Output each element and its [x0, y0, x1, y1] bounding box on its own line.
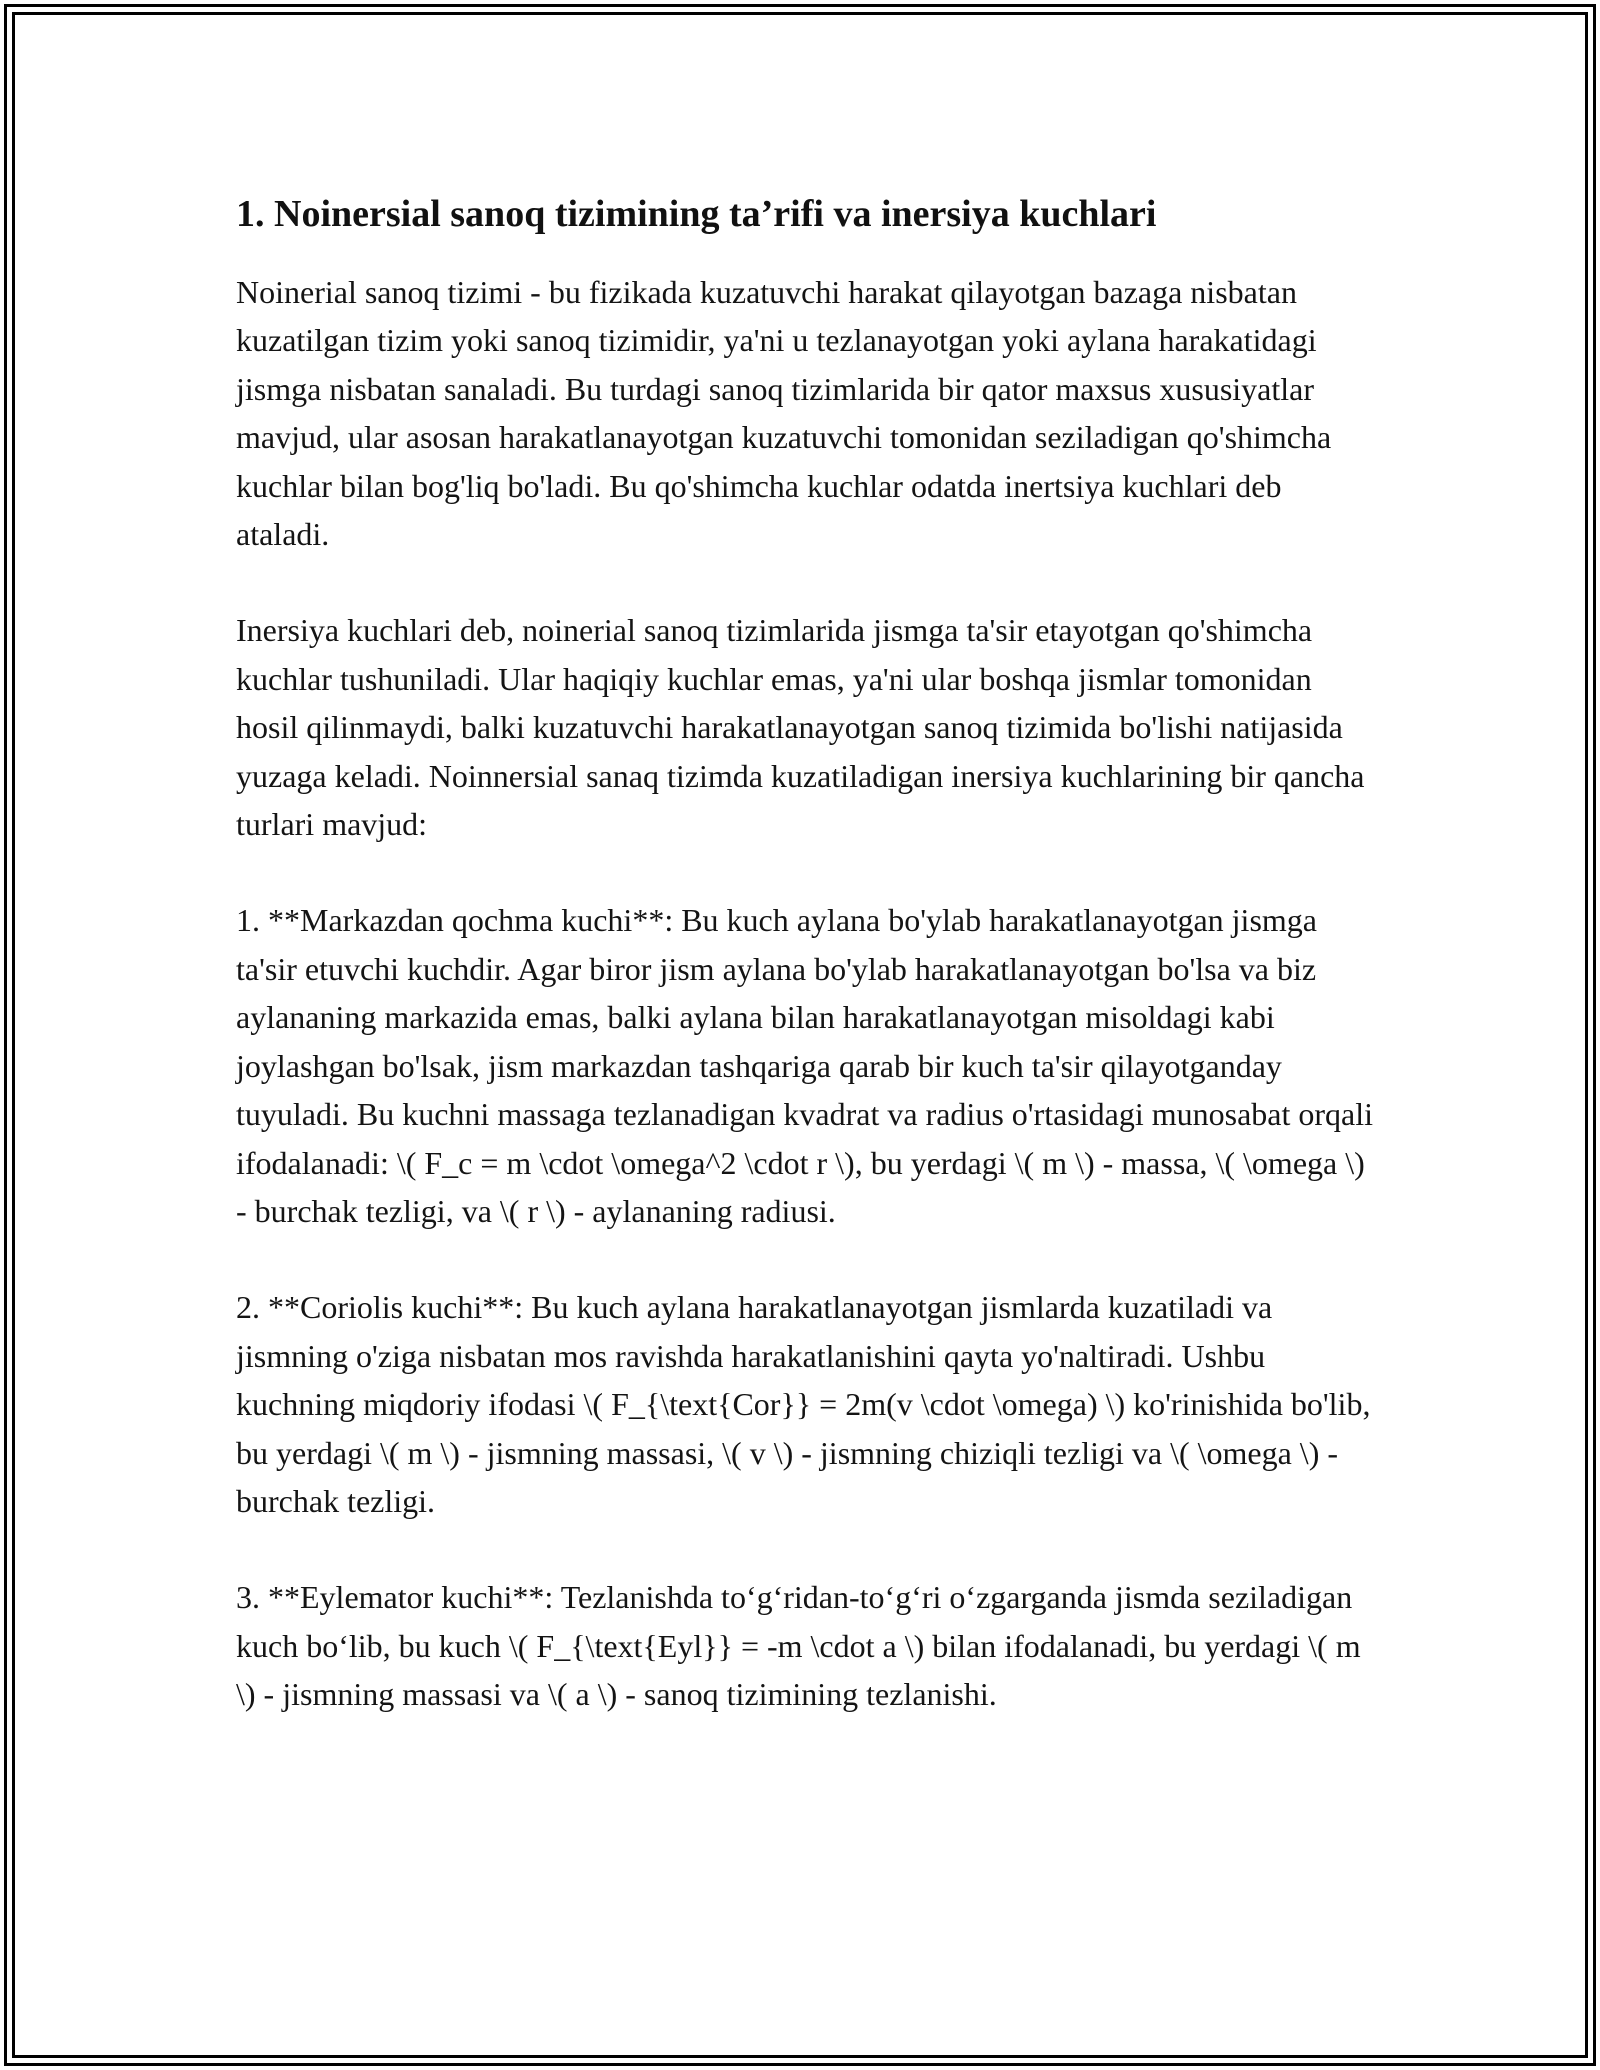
document-body — [236, 186, 1376, 1767]
paragraph-definition: Noinerial sanoq tizimi - bu fizikada kuzatuvchi harakat qilayotgan bazaga nisbatan kuzatilgan tizim yoki sanoq tizimidir, ya'ni u tezlanayotgan yoki aylana harakatidagi jismga nisbatan sanaladi. Bu turdagi sanoq tizimlarida bir qator maxsus xususiyatlar mavjud, ular asosan harakatlanayotgan kuzatuvchi tomonidan seziladigan qo'shimcha kuchlar bilan bog'liq bo'ladi. Bu qo'shimcha kuchlar odatda inertsiya kuchlari deb ataladi. — [236, 274, 1332, 553]
paragraph-coriolis-force: 2. **Coriolis kuchi**: Bu kuch aylana harakatlanayotgan jismlarda kuzatiladi va jismning o'ziga nisbatan mos ravishda harakatlanishini qayta yo'naltiradi. Ushbu kuchning miqdoriy ifodasi \( F_{\text{Cor}} = 2m(v \cdot \omega) \) ko'rinishida bo'lib, bu yerdagi \( m \) - jismning massasi, \( v \) - jismning chiziqli tezligi va \( \omega \) - burchak tezligi. — [236, 1289, 1371, 1519]
paragraph-centrifugal-force: 1. **Markazdan qochma kuchi**: Bu kuch aylana bo'ylab harakatlanayotgan jismga ta'sir etuvchi kuchdir. Agar biror jism aylana bo'ylab harakatlanayotgan bo'lsa va biz aylananing markazida emas, balki aylana bilan harakatlanayotgan misoldagi kabi joylashgan bo'lsak, jism markazdan tashqariga qarab bir kuch ta'sir qilayotganday tuyuladi. Bu kuchni massaga tezlanadigan kvadrat va radius o'rtasidagi munosabat orqali ifodalanadi: \( F_c = m \cdot \omega^2 \cdot r \), bu yerdagi \( m \) - massa, \( \omega \) - burchak tezligi, va \( r \) - aylananing radiusi. — [236, 902, 1373, 1229]
paragraph-eylemator-force: 3. **Eylemator kuchi**: Tezlanishda to‘g‘ridan-to‘g‘ri o‘zgarganda jismda seziladigan kuch bo‘lib, bu kuch \( F_{\text{Eyl}} = -m \cdot a \) bilan ifodalanadi, bu yerdagi \( m \) - jismning massasi va \( a \) - sanoq tizimining tezlanishi. — [236, 1579, 1361, 1713]
paragraph-inertia-forces: Inersiya kuchlari deb, noinerial sanoq tizimlarida jismga ta'sir etayotgan qo'shimcha kuchlar tushuniladi. Ular haqiqiy kuchlar emas, ya'ni ular boshqa jismlar tomonidan hosil qilinmaydi, balki kuzatuvchi harakatlanayotgan sanoq tizimida bo'lishi natijasida yuzaga keladi. Noinnersial sanaq tizimda kuzatiladigan inersiya kuchlarining bir qancha turlari mavjud: — [236, 612, 1365, 843]
section-heading: 1. Noinersial sanoq tizimining ta’rifi va inersiya kuchlari — [236, 193, 1157, 235]
